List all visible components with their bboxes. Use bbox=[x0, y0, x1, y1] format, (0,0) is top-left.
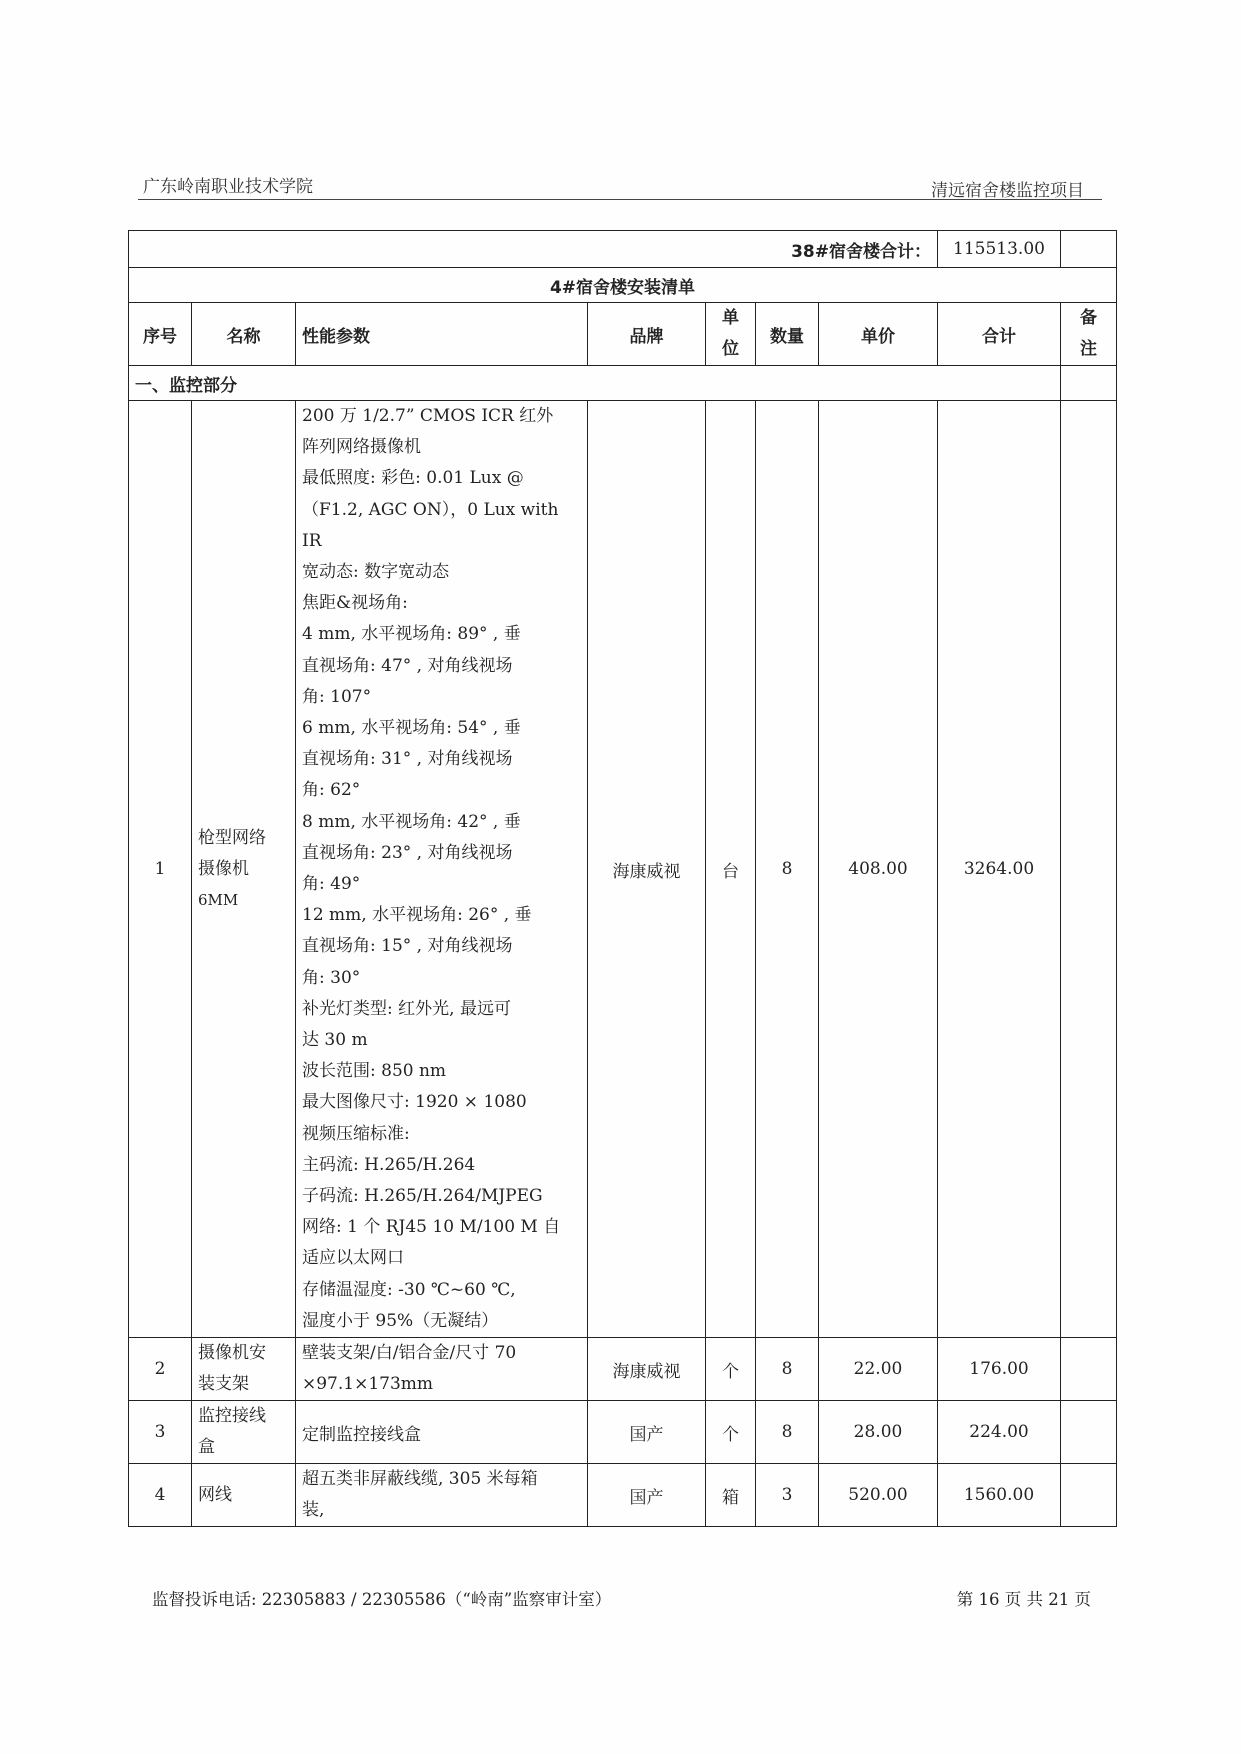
item-note bbox=[1061, 1464, 1117, 1527]
col-header-qty: 数量 bbox=[756, 303, 819, 366]
section-row bbox=[129, 366, 1117, 401]
param-line: 角: 30° bbox=[302, 967, 361, 988]
item-params bbox=[296, 401, 588, 1338]
item-unit: 个 bbox=[706, 1401, 756, 1464]
header-project: 清远宿舍楼监控项目 bbox=[931, 181, 1084, 201]
item-name bbox=[192, 1401, 296, 1464]
section-title: 一、监控部分 bbox=[129, 366, 1061, 401]
param-line: IR bbox=[302, 530, 322, 551]
installation-list-table bbox=[128, 230, 1117, 1527]
item-name bbox=[192, 1464, 296, 1527]
table-row bbox=[129, 1464, 1117, 1527]
item-params bbox=[296, 1338, 588, 1401]
param-line: 最低照度: 彩色: 0.01 Lux @ bbox=[302, 468, 524, 489]
param-line: 4 mm, 水平视场角: 89° , 垂 bbox=[302, 624, 521, 645]
param-line: 焦距&视场角: bbox=[302, 593, 408, 614]
param-line: 超五类非屏蔽线缆, 305 米每箱 bbox=[302, 1469, 538, 1490]
item-brand: 海康威视 bbox=[588, 1338, 706, 1401]
col-header-note bbox=[1061, 303, 1117, 366]
summary-value: 115513.00 bbox=[938, 231, 1061, 268]
param-line: 存储温湿度: -30 ℃~60 ℃, bbox=[302, 1279, 516, 1300]
param-line: 补光灯类型: 红外光, 最远可 bbox=[302, 998, 511, 1019]
param-line: 主码流: H.265/H.264 bbox=[302, 1154, 476, 1175]
item-total: 176.00 bbox=[938, 1338, 1061, 1401]
param-line: 直视场角: 47° , 对角线视场 bbox=[302, 655, 513, 676]
item-note bbox=[1061, 1338, 1117, 1401]
item-note bbox=[1061, 1401, 1117, 1464]
summary-row bbox=[129, 231, 1117, 268]
param-line: 最大图像尺寸: 1920 × 1080 bbox=[302, 1092, 527, 1113]
param-line: 角: 107° bbox=[302, 686, 372, 707]
param-line: ×97.1×173mm bbox=[302, 1374, 434, 1395]
param-line: 12 mm, 水平视场角: 26° , 垂 bbox=[302, 905, 532, 926]
summary-label: 38#宿舍楼合计： bbox=[129, 231, 938, 268]
param-line: 达 30 m bbox=[302, 1030, 368, 1051]
item-brand: 海康威视 bbox=[588, 401, 706, 1338]
param-line: 直视场角: 23° , 对角线视场 bbox=[302, 842, 513, 863]
col-header-note-bottom: 注 bbox=[1080, 339, 1097, 359]
column-header-row bbox=[129, 303, 1117, 366]
param-line: 湿度小于 95%（无凝结） bbox=[302, 1310, 499, 1331]
item-total: 224.00 bbox=[938, 1401, 1061, 1464]
table-title: 4#宿舍楼安装清单 bbox=[129, 268, 1117, 303]
item-total: 1560.00 bbox=[938, 1464, 1061, 1527]
param-line: 8 mm, 水平视场角: 42° , 垂 bbox=[302, 811, 521, 832]
item-price: 22.00 bbox=[819, 1338, 938, 1401]
footer-page-number: 第 16 页 共 21 页 bbox=[956, 1590, 1091, 1609]
header-divider bbox=[138, 199, 1102, 200]
item-unit: 个 bbox=[706, 1338, 756, 1401]
item-total: 3264.00 bbox=[938, 401, 1061, 1338]
col-header-name: 名称 bbox=[192, 303, 296, 366]
item-price: 408.00 bbox=[819, 401, 938, 1338]
item-name-line: 枪型网络 bbox=[198, 827, 266, 848]
item-name bbox=[192, 1338, 296, 1401]
param-line: 子码流: H.265/H.264/MJPEG bbox=[302, 1186, 543, 1207]
col-header-note-top: 备 bbox=[1080, 308, 1097, 328]
table-title-row bbox=[129, 268, 1117, 303]
param-line: 200 万 1/2.7” CMOS ICR 红外 bbox=[302, 406, 554, 426]
param-line: （F1.2, AGC ON），0 Lux with bbox=[302, 499, 559, 520]
table-row bbox=[129, 1338, 1117, 1401]
param-line: 网络: 1 个 RJ45 10 M/100 M 自 bbox=[302, 1217, 561, 1238]
item-name-line: 网线 bbox=[198, 1484, 232, 1505]
item-params bbox=[296, 1464, 588, 1527]
item-name bbox=[192, 401, 296, 1338]
param-line: 定制监控接线盒 bbox=[302, 1424, 421, 1445]
col-header-seq: 序号 bbox=[129, 303, 192, 366]
item-name-line: 摄像机 bbox=[198, 858, 249, 879]
table-row bbox=[129, 401, 1117, 1338]
param-line: 装, bbox=[302, 1500, 325, 1521]
item-qty: 8 bbox=[756, 1338, 819, 1401]
item-qty: 3 bbox=[756, 1464, 819, 1527]
item-name-line: 摄像机安 bbox=[198, 1343, 266, 1364]
param-line: 壁装支架/白/铝合金/尺寸 70 bbox=[302, 1343, 517, 1364]
param-line: 波长范围: 850 nm bbox=[302, 1061, 447, 1082]
item-seq: 1 bbox=[129, 401, 192, 1338]
item-unit: 台 bbox=[706, 401, 756, 1338]
item-note bbox=[1061, 401, 1117, 1338]
item-qty: 8 bbox=[756, 1401, 819, 1464]
footer-complaint-hotline: 监督投诉电话: 22305883 / 22305586（“岭南”监察审计室） bbox=[152, 1590, 612, 1609]
col-header-total: 合计 bbox=[938, 303, 1061, 366]
section-empty-cell bbox=[1061, 366, 1117, 401]
item-seq: 2 bbox=[129, 1338, 192, 1401]
col-header-params: 性能参数 bbox=[296, 303, 588, 366]
param-line: 角: 49° bbox=[302, 874, 361, 895]
item-qty: 8 bbox=[756, 401, 819, 1338]
header-institution: 广东岭南职业技术学院 bbox=[143, 177, 313, 197]
item-name-line: 装支架 bbox=[198, 1374, 249, 1395]
col-header-unit-top: 单 bbox=[722, 308, 739, 328]
item-unit: 箱 bbox=[706, 1464, 756, 1527]
item-name-line: 监控接线 bbox=[198, 1406, 266, 1427]
col-header-brand: 品牌 bbox=[588, 303, 706, 366]
item-name-line: 6MM bbox=[198, 890, 239, 909]
param-line: 适应以太网口 bbox=[302, 1248, 404, 1269]
item-params bbox=[296, 1401, 588, 1464]
param-line: 角: 62° bbox=[302, 780, 361, 801]
item-name-line: 盒 bbox=[198, 1437, 215, 1458]
item-seq: 4 bbox=[129, 1464, 192, 1527]
param-line: 直视场角: 15° , 对角线视场 bbox=[302, 936, 513, 957]
item-brand: 国产 bbox=[588, 1401, 706, 1464]
table-row bbox=[129, 1401, 1117, 1464]
summary-empty-cell bbox=[1061, 231, 1117, 268]
param-line: 6 mm, 水平视场角: 54° , 垂 bbox=[302, 718, 521, 739]
param-line: 直视场角: 31° , 对角线视场 bbox=[302, 749, 513, 770]
col-header-unit-bottom: 位 bbox=[722, 339, 739, 359]
param-line: 阵列网络摄像机 bbox=[302, 437, 421, 458]
param-line: 宽动态: 数字宽动态 bbox=[302, 562, 450, 583]
col-header-unit bbox=[706, 303, 756, 366]
col-header-price: 单价 bbox=[819, 303, 938, 366]
item-seq: 3 bbox=[129, 1401, 192, 1464]
item-brand: 国产 bbox=[588, 1464, 706, 1527]
item-price: 520.00 bbox=[819, 1464, 938, 1527]
item-price: 28.00 bbox=[819, 1401, 938, 1464]
param-line: 视频压缩标准: bbox=[302, 1123, 410, 1144]
